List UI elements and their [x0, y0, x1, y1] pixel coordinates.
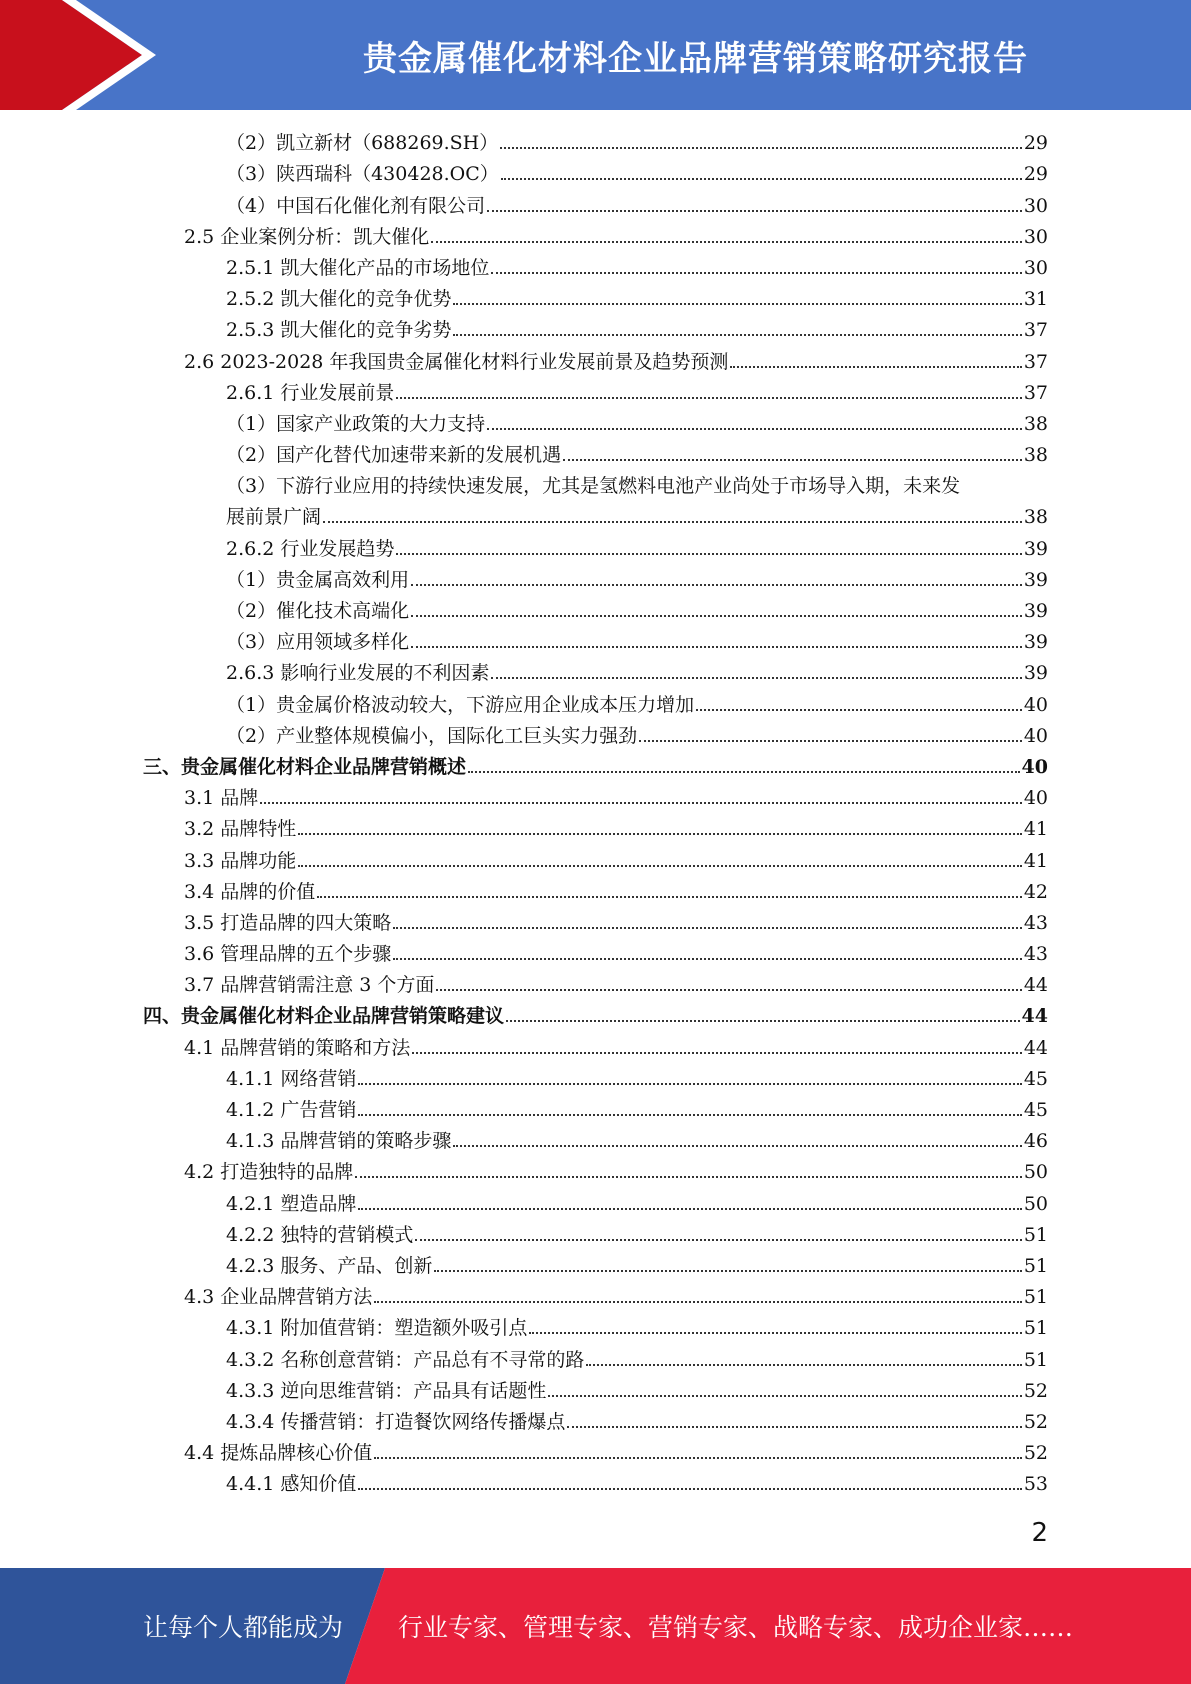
toc-entry[interactable]: [0, 876, 1191, 907]
toc-dot-leader: [487, 428, 1022, 430]
toc-entry[interactable]: [0, 221, 1191, 252]
toc-page-number: 39: [1023, 600, 1048, 622]
toc-page-number: 39: [1023, 662, 1048, 685]
toc-page-number: 43: [1023, 943, 1048, 966]
toc-entry[interactable]: [0, 564, 1191, 595]
toc-dot-leader: [317, 896, 1022, 898]
toc-entry-title: 三、贵金属催化材料企业品牌营销概述: [143, 755, 467, 778]
page-footer: [0, 1568, 1191, 1684]
toc-page-number: 51: [1023, 1317, 1048, 1340]
toc-dot-leader: [639, 740, 1022, 742]
toc-dot-leader: [374, 1457, 1022, 1459]
toc-entry-title: 2.5.3 凯大催化的竞争劣势: [226, 319, 452, 342]
toc-entry-title: （2）产业整体规模偏小，国际化工巨头实力强劲: [226, 724, 638, 747]
toc-page-number: 50: [1023, 1161, 1048, 1184]
toc-entry-title: 展前景广阔: [226, 506, 322, 529]
toc-dot-leader: [436, 989, 1021, 991]
toc-entry-title: （1）贵金属高效利用: [226, 568, 410, 591]
toc-entry-title: （2）国产化替代加速带来新的发展机遇: [226, 444, 562, 467]
toc-entry-title: 3.1 品牌: [184, 787, 259, 810]
toc-entry[interactable]: [0, 1000, 1191, 1031]
toc-entry[interactable]: [0, 1219, 1191, 1250]
toc-entry-title: 4.3.3 逆向思维营销：产品具有话题性: [226, 1379, 547, 1402]
toc-dot-leader: [506, 1020, 1020, 1022]
toc-entry-title: 2.5.2 凯大催化的竞争优势: [226, 288, 452, 311]
toc-entry-title: 4.2 打造独特的品牌: [184, 1161, 354, 1184]
toc-page-number: 38: [1023, 444, 1048, 467]
toc-page-number: 51: [1023, 1286, 1048, 1309]
toc-entry-title: （2）催化技术高端化: [226, 600, 410, 622]
toc-page-number: 31: [1023, 288, 1048, 311]
toc-dot-leader: [393, 958, 1022, 960]
toc-page-number: 44: [1023, 974, 1048, 997]
toc-page-number: 29: [1023, 132, 1048, 155]
toc-entry[interactable]: [0, 1063, 1191, 1094]
toc-entry[interactable]: [0, 938, 1191, 969]
toc-entry-title: 4.3.2 名称创意营销：产品总有不寻常的路: [226, 1348, 585, 1371]
toc-entry[interactable]: [0, 688, 1191, 719]
toc-dot-leader: [434, 1270, 1021, 1272]
toc-page-number: 44: [1023, 1036, 1048, 1059]
toc-page-number: 52: [1023, 1410, 1048, 1433]
toc-entry[interactable]: [0, 1094, 1191, 1125]
toc-page-number: 51: [1023, 1254, 1048, 1277]
toc-dot-leader: [358, 1083, 1021, 1085]
toc-entry-title: 4.2.1 塑造品牌: [226, 1192, 357, 1215]
toc-entry-title: 3.5 打造品牌的四大策略: [184, 911, 392, 934]
toc-page-number: 39: [1023, 631, 1048, 654]
toc-entry-title: 4.1.2 广告营销: [226, 1099, 357, 1121]
toc-entry[interactable]: [0, 1187, 1191, 1218]
toc-entry[interactable]: [0, 1281, 1191, 1312]
toc-entry[interactable]: [0, 345, 1191, 376]
toc-entry[interactable]: [0, 751, 1191, 782]
toc-entry-title: 4.3 企业品牌营销方法: [184, 1286, 373, 1309]
toc-entry[interactable]: [0, 1468, 1191, 1499]
toc-dot-leader: [563, 459, 1022, 461]
toc-entry-title: 4.4 提炼品牌核心价值: [184, 1442, 373, 1465]
toc-entry[interactable]: [0, 252, 1191, 283]
toc-entry-title: 4.2.3 服务、产品、创新: [226, 1254, 433, 1277]
toc-entry-title: 4.3.4 传播营销：打造餐饮网络传播爆点: [226, 1410, 566, 1433]
toc-entry-title: 3.7 品牌营销需注意 3 个方面: [184, 974, 435, 997]
toc-entry-title: 2.6 2023-2028 年我国贵金属催化材料行业发展前景及趋势预测: [184, 350, 729, 373]
toc-dot-leader: [396, 553, 1021, 555]
toc-dot-leader: [411, 646, 1022, 648]
toc-entry-title: 4.2.2 独特的营销模式: [226, 1223, 414, 1246]
toc-entry-title: 4.1.1 网络营销: [226, 1067, 357, 1090]
toc-page-number: 42: [1023, 880, 1048, 903]
toc-page-number: 46: [1023, 1130, 1048, 1153]
toc-entry[interactable]: [0, 1312, 1191, 1343]
toc-page-number: 40: [1021, 755, 1048, 778]
footer-slogan-left: 让每个人都能成为: [143, 1613, 344, 1642]
toc-entry-title: 4.4.1 感知价值: [226, 1473, 357, 1496]
toc-entry-title: 2.6.3 影响行业发展的不利因素: [226, 662, 490, 685]
toc-page-number: 38: [1023, 412, 1048, 435]
toc-entry-title: （3）应用领域多样化: [226, 631, 410, 654]
toc-page-number: 30: [1023, 256, 1048, 279]
toc-entry[interactable]: [0, 158, 1191, 189]
toc-page-number: 43: [1023, 911, 1048, 934]
toc-entry-title: 2.5.1 凯大催化产品的市场地位: [226, 256, 490, 279]
toc-entry[interactable]: [0, 1031, 1191, 1062]
toc-page-number: 53: [1023, 1473, 1048, 1496]
toc-page-number: 40: [1023, 724, 1048, 747]
toc-dot-leader: [358, 1208, 1021, 1210]
toc-page-number: 52: [1023, 1379, 1048, 1402]
toc-entry-title: （3）下游行业应用的持续快速发展，尤其是氢燃料电池产业尚处于市场导入期，未来发: [226, 475, 961, 498]
toc-page-number: 37: [1023, 319, 1048, 342]
toc-page-number: 30: [1023, 194, 1048, 217]
toc-dot-leader: [453, 1145, 1021, 1147]
toc-entry-title: 2.6.2 行业发展趋势: [226, 537, 395, 560]
toc-page-number: 51: [1023, 1223, 1048, 1246]
toc-dot-leader: [548, 1395, 1021, 1397]
toc-entry[interactable]: [0, 1406, 1191, 1437]
toc-dot-leader: [393, 927, 1022, 929]
toc-entry[interactable]: [0, 657, 1191, 688]
toc-page-number: 40: [1023, 693, 1048, 716]
toc-dot-leader: [415, 1239, 1021, 1241]
toc-entry-title: （2）凯立新材（688269.SH）: [226, 132, 499, 155]
toc-entry[interactable]: [0, 844, 1191, 875]
toc-dot-leader: [567, 1426, 1021, 1428]
toc-dot-leader: [260, 802, 1022, 804]
toc-page-number: 29: [1023, 163, 1048, 186]
header-title: 贵金属催化材料企业品牌营销策略研究报告: [363, 38, 1028, 79]
toc-dot-leader: [396, 397, 1021, 399]
page-header: [0, 0, 1191, 110]
toc-dot-leader: [298, 833, 1022, 835]
toc-page-number: 40: [1023, 787, 1048, 810]
toc-entry[interactable]: [0, 1250, 1191, 1281]
toc-page-number: 37: [1023, 350, 1048, 373]
toc-entry-title: 3.2 品牌特性: [184, 818, 297, 841]
toc-dot-leader: [491, 677, 1021, 679]
toc-dot-leader: [501, 178, 1022, 180]
toc-entry[interactable]: [0, 501, 1191, 532]
toc-page-number: 45: [1023, 1067, 1048, 1090]
toc-dot-leader: [411, 615, 1022, 617]
toc-entry-title: （1）国家产业政策的大力支持: [226, 412, 486, 435]
toc-entry[interactable]: [0, 1437, 1191, 1468]
toc-dot-leader: [730, 366, 1021, 368]
toc-dot-leader: [468, 771, 1020, 773]
toc-page-number: 44: [1021, 1005, 1048, 1028]
toc-page-number: 41: [1023, 849, 1048, 872]
toc-entry[interactable]: [0, 127, 1191, 158]
toc-entry-title: 4.1.3 品牌营销的策略步骤: [226, 1130, 452, 1153]
toc-entry[interactable]: [0, 408, 1191, 439]
toc-dot-leader: [431, 241, 1022, 243]
toc-page-number: 50: [1023, 1192, 1048, 1215]
toc-dot-leader: [374, 1301, 1022, 1303]
toc-page-number: 51: [1023, 1348, 1048, 1371]
toc-dot-leader: [298, 865, 1022, 867]
toc-dot-leader: [453, 334, 1021, 336]
toc-dot-leader: [586, 1364, 1021, 1366]
toc-entry[interactable]: [0, 314, 1191, 345]
toc-page-number: 41: [1023, 818, 1048, 841]
toc-entry[interactable]: [0, 782, 1191, 813]
toc-entry[interactable]: [0, 1156, 1191, 1187]
toc-entry[interactable]: [0, 626, 1191, 657]
toc-dot-leader: [453, 303, 1021, 305]
footer-slogan-right: 行业专家、管理专家、营销专家、战略专家、成功企业家……: [398, 1613, 1074, 1642]
page-number: 2: [1031, 1518, 1048, 1548]
toc-entry-line: [0, 470, 1191, 501]
toc-dot-leader: [355, 1176, 1022, 1178]
toc-entry-title: （3）陕西瑞科（430428.OC）: [226, 163, 499, 186]
toc-dot-leader: [411, 584, 1022, 586]
toc-dot-leader: [323, 521, 1022, 523]
toc-dot-leader: [358, 1488, 1021, 1490]
toc-entry[interactable]: [0, 377, 1191, 408]
toc-dot-leader: [487, 210, 1022, 212]
table-of-contents: [0, 127, 1191, 1499]
toc-entry-title: 3.4 品牌的价值: [184, 880, 316, 903]
toc-dot-leader: [529, 1332, 1021, 1334]
header-arrow-icon: [0, 0, 220, 110]
toc-entry[interactable]: [0, 595, 1191, 626]
toc-page-number: 37: [1023, 381, 1048, 404]
toc-entry[interactable]: [0, 189, 1191, 220]
toc-dot-leader: [412, 1052, 1022, 1054]
toc-entry[interactable]: [0, 283, 1191, 314]
toc-entry[interactable]: [0, 439, 1191, 470]
toc-entry-title: 2.5 企业案例分析：凯大催化: [184, 225, 430, 248]
toc-entry-title: 4.3.1 附加值营销：塑造额外吸引点: [226, 1317, 528, 1340]
toc-entry[interactable]: [0, 1375, 1191, 1406]
toc-page-number: 38: [1023, 506, 1048, 529]
toc-dot-leader: [491, 272, 1021, 274]
toc-entry-title: 四、贵金属催化材料企业品牌营销策略建议: [143, 1005, 505, 1028]
toc-entry-title: 2.6.1 行业发展前景: [226, 381, 395, 404]
toc-entry-title: 4.1 品牌营销的策略和方法: [184, 1036, 411, 1059]
toc-entry[interactable]: [0, 1125, 1191, 1156]
toc-entry-title: （1）贵金属价格波动较大，下游应用企业成本压力增加: [226, 693, 695, 716]
toc-entry[interactable]: [0, 907, 1191, 938]
toc-entry-title: 3.3 品牌功能: [184, 849, 297, 872]
toc-entry[interactable]: [0, 969, 1191, 1000]
toc-entry[interactable]: [0, 813, 1191, 844]
toc-entry[interactable]: [0, 1343, 1191, 1374]
toc-entry-title: 3.6 管理品牌的五个步骤: [184, 943, 392, 966]
toc-dot-leader: [500, 147, 1022, 149]
toc-page-number: 39: [1023, 568, 1048, 591]
toc-page-number: 30: [1023, 225, 1048, 248]
toc-entry[interactable]: [0, 720, 1191, 751]
toc-page-number: 45: [1023, 1099, 1048, 1121]
toc-entry-title: （4）中国石化催化剂有限公司: [226, 194, 486, 217]
toc-dot-leader: [358, 1114, 1021, 1116]
toc-dot-leader: [696, 709, 1022, 711]
toc-entry[interactable]: [0, 532, 1191, 563]
toc-page-number: 39: [1023, 537, 1048, 560]
toc-page-number: 52: [1023, 1442, 1048, 1465]
